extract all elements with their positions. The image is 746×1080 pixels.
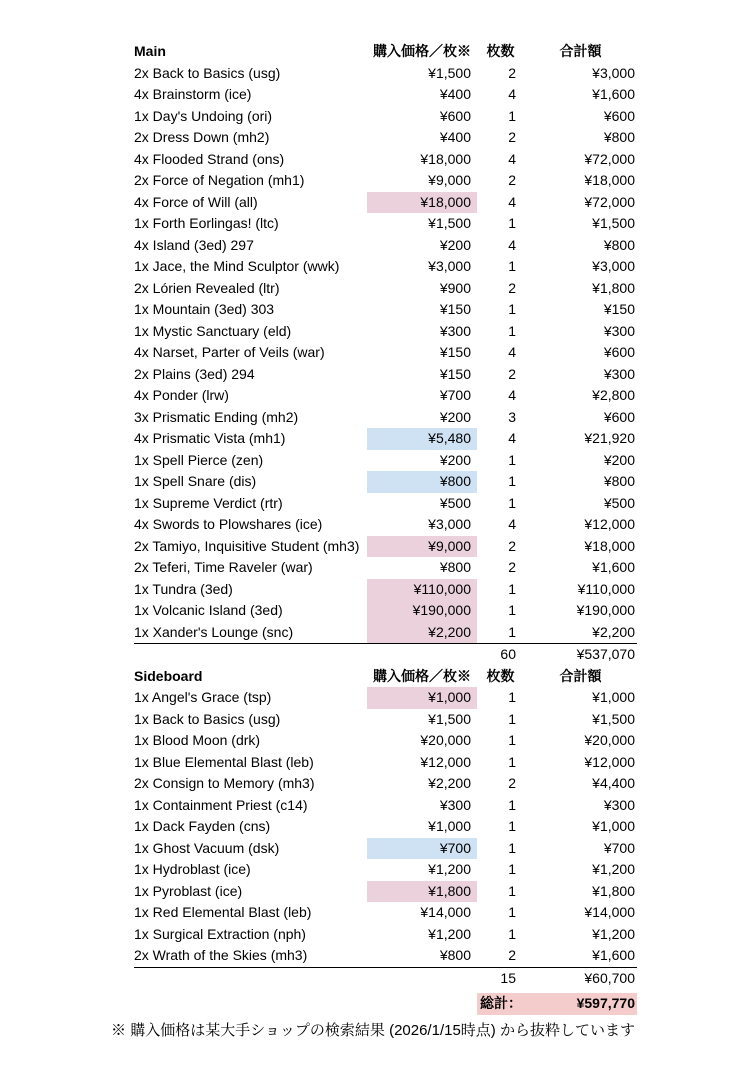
column-header-row [134,41,637,63]
card-name-cell: 2x Consign to Memory (mh3) [134,775,315,791]
card-name-cell: 2x Lórien Revealed (ltr) [134,279,280,296]
table-row [134,622,637,644]
price-cell: ¥1,800 [367,881,477,903]
total-cell: ¥72,000 [584,150,635,167]
qty-cell: 1 [508,623,516,640]
price-source-footnote: ※ 購入価格は某大手ショップの検索結果 (2026/1/15時点) から抜粋しています [111,1022,635,1039]
card-name-cell: 2x Force of Negation (mh1) [134,172,305,188]
total-cell: ¥1,600 [592,86,635,102]
price-cell: ¥1,500 [428,64,471,81]
price-cell: ¥400 [439,129,471,145]
qty-cell: 1 [508,796,516,813]
total-cell: ¥800 [603,236,635,253]
total-cell: ¥18,000 [584,172,635,188]
qty-cell: 4 [508,150,516,167]
table-row [134,514,637,536]
card-name-cell: 4x Island (3ed) 297 [134,236,254,253]
qty-cell: 1 [508,322,516,339]
col-header-price: 購入価格／枚※ [373,667,471,684]
qty-cell: 2 [508,537,516,554]
card-name-cell: 2x Teferi, Time Raveler (war) [134,559,313,575]
table-row [134,84,637,106]
card-name-cell: 1x Spell Snare (dis) [134,473,257,489]
table-row [134,600,637,622]
qty-cell: 1 [508,301,516,317]
table-row [134,579,637,601]
total-cell: ¥1,600 [592,559,635,575]
qty-cell: 1 [508,258,516,274]
col-header-qty: 枚数 [486,667,515,684]
section-title: Main [134,43,166,59]
col-header-qty: 枚数 [486,43,515,59]
table-row [134,924,637,946]
subtotal-row [134,643,637,665]
table-row [134,881,637,903]
qty-cell: 2 [508,559,516,575]
total-cell: ¥1,000 [592,689,635,705]
card-name-cell: 1x Surgical Extraction (nph) [134,925,306,942]
price-cell: ¥150 [439,301,471,317]
price-cell: ¥800 [439,947,471,963]
table-row [134,752,637,774]
table-row [134,63,637,85]
price-cell: ¥9,000 [367,536,477,558]
price-cell: ¥1,500 [428,710,471,727]
qty-cell: 1 [508,602,516,618]
total-cell: ¥500 [603,494,635,511]
total-cell: ¥1,600 [592,947,635,963]
card-name-cell: 1x Volcanic Island (3ed) [134,602,283,618]
price-cell: ¥12,000 [420,753,471,770]
qty-cell: 4 [508,516,516,532]
total-cell: ¥1,200 [592,925,635,942]
qty-cell: 3 [508,408,516,425]
table-row [134,450,637,472]
card-name-cell: 1x Day's Undoing (ori) [134,107,273,124]
table-row [134,945,637,967]
table-row [134,838,637,860]
total-cell: ¥600 [603,344,635,360]
qty-cell: 1 [508,107,516,124]
card-name-cell: 1x Ghost Vacuum (dsk) [134,839,280,856]
total-cell: ¥20,000 [584,732,635,748]
total-cell: ¥700 [603,839,635,856]
card-name-cell: 1x Back to Basics (usg) [134,710,281,727]
table-row [134,557,637,579]
price-cell: ¥500 [439,494,471,511]
subtotal-total: ¥60,700 [584,969,635,986]
price-cell: ¥5,480 [367,428,477,450]
total-cell: ¥600 [603,107,635,124]
qty-cell: 2 [508,947,516,963]
card-name-cell: 1x Mountain (3ed) 303 [134,301,275,317]
total-cell: ¥1,800 [592,279,635,296]
card-name-cell: 1x Mystic Sanctuary (eld) [134,322,292,339]
card-name-cell: 1x Spell Pierce (zen) [134,451,264,468]
total-cell: ¥1,000 [592,818,635,834]
total-cell: ¥1,800 [592,882,635,899]
qty-cell: 1 [508,839,516,856]
card-name-cell: 1x Jace, the Mind Sculptor (wwk) [134,258,340,274]
price-cell: ¥1,000 [428,818,471,834]
table-row [134,278,637,300]
card-name-cell: 4x Force of Will (all) [134,193,258,210]
price-cell: ¥200 [439,236,471,253]
price-cell: ¥110,000 [367,579,477,601]
col-header-total: 合計額 [559,667,602,684]
price-cell: ¥20,000 [420,732,471,748]
table-row [134,299,637,321]
price-cell: ¥3,000 [428,258,471,274]
card-name-cell: 4x Brainstorm (ice) [134,86,252,102]
total-cell: ¥21,920 [584,430,635,446]
price-cell: ¥700 [439,387,471,403]
card-name-cell: 2x Wrath of the Skies (mh3) [134,947,308,963]
total-cell: ¥190,000 [576,602,635,618]
card-name-cell: 1x Blood Moon (drk) [134,732,261,748]
total-cell: ¥1,500 [592,215,635,231]
qty-cell: 1 [508,710,516,727]
card-name-cell: 3x Prismatic Ending (mh2) [134,408,299,425]
price-cell: ¥400 [439,86,471,102]
qty-cell: 4 [508,193,516,210]
qty-cell: 4 [508,430,516,446]
column-header-row [134,666,637,688]
price-cell: ¥1,500 [428,215,471,231]
table-row [134,364,637,386]
total-cell: ¥800 [603,129,635,145]
qty-cell: 1 [508,580,516,597]
table-row [134,256,637,278]
section-title: Sideboard [134,667,203,684]
col-header-total: 合計額 [559,43,602,59]
card-name-cell: 4x Narset, Parter of Veils (war) [134,344,325,360]
card-name-cell: 1x Containment Priest (c14) [134,796,308,813]
price-cell: ¥190,000 [367,600,477,622]
qty-cell: 2 [508,64,516,81]
price-cell: ¥1,200 [428,861,471,877]
card-name-cell: 2x Tamiyo, Inquisitive Student (mh3) [134,537,360,554]
price-cell: ¥300 [439,796,471,813]
qty-cell: 4 [508,387,516,403]
qty-cell: 1 [508,904,516,920]
total-cell: ¥200 [603,451,635,468]
total-cell: ¥300 [603,322,635,339]
table-row [134,816,637,838]
qty-cell: 2 [508,172,516,188]
card-name-cell: 1x Tundra (3ed) [134,580,233,597]
card-name-cell: 4x Swords to Plowshares (ice) [134,516,323,532]
qty-cell: 2 [508,775,516,791]
subtotal-row [134,967,637,989]
total-cell: ¥3,000 [592,258,635,274]
qty-cell: 2 [508,365,516,382]
table-row [134,428,637,450]
price-cell: ¥1,200 [428,925,471,942]
price-cell: ¥1,000 [367,687,477,709]
subtotal-qty: 60 [500,646,516,662]
table-row [134,536,637,558]
price-cell: ¥700 [367,838,477,860]
card-name-cell: 1x Forth Eorlingas! (ltc) [134,215,279,231]
qty-cell: 1 [508,494,516,511]
price-cell: ¥18,000 [420,150,471,167]
subtotal-total: ¥537,070 [576,646,635,662]
total-cell: ¥3,000 [592,64,635,81]
price-cell: ¥9,000 [428,172,471,188]
card-name-cell: 1x Angel's Grace (tsp) [134,689,272,705]
price-cell: ¥2,200 [428,775,471,791]
qty-cell: 1 [508,753,516,770]
qty-cell: 4 [508,86,516,102]
section-main [134,41,637,665]
price-cell: ¥18,000 [367,192,477,214]
table-row [134,687,637,709]
table-row [134,773,637,795]
total-cell: ¥110,000 [577,580,635,597]
qty-cell: 4 [508,236,516,253]
qty-cell: 2 [508,279,516,296]
card-name-cell: 1x Blue Elemental Blast (leb) [134,753,314,770]
table-row [134,859,637,881]
table-row [134,342,637,364]
subtotal-qty: 15 [500,969,516,986]
table-row [134,730,637,752]
price-cell: ¥600 [439,107,471,124]
grand-total-row [134,993,637,1015]
table-row [134,192,637,214]
price-cell: ¥3,000 [428,516,471,532]
table-row [134,795,637,817]
total-cell: ¥1,500 [592,710,635,727]
card-name-cell: 1x Supreme Verdict (rtr) [134,494,283,511]
qty-cell: 1 [508,451,516,468]
total-cell: ¥1,200 [592,861,635,877]
total-cell: ¥4,400 [592,775,635,791]
price-cell: ¥2,200 [367,622,477,644]
price-cell: ¥800 [439,559,471,575]
table-row [134,385,637,407]
table-row [134,170,637,192]
total-cell: ¥12,000 [584,516,635,532]
table-row [134,902,637,924]
table-row [134,407,637,429]
total-cell: ¥72,000 [584,193,635,210]
qty-cell: 1 [508,215,516,231]
table-row [134,149,637,171]
price-cell: ¥150 [439,365,471,382]
qty-cell: 1 [508,473,516,489]
table-row [134,493,637,515]
deck-price-table [134,41,637,1015]
qty-cell: 1 [508,732,516,748]
card-name-cell: 2x Dress Down (mh2) [134,129,270,145]
total-cell: ¥150 [603,301,635,317]
price-cell: ¥200 [439,408,471,425]
qty-cell: 1 [508,818,516,834]
card-name-cell: 1x Dack Fayden (cns) [134,818,271,834]
grand-total-label: 総計： [477,993,524,1015]
card-name-cell: 4x Flooded Strand (ons) [134,150,285,167]
card-name-cell: 1x Pyroblast (ice) [134,882,243,899]
table-row [134,235,637,257]
total-cell: ¥800 [603,473,635,489]
total-cell: ¥300 [603,365,635,382]
total-cell: ¥18,000 [584,537,635,554]
qty-cell: 1 [508,861,516,877]
total-cell: ¥12,000 [584,753,635,770]
price-cell: ¥800 [367,471,477,493]
table-row [134,321,637,343]
card-name-cell: 2x Plains (3ed) 294 [134,365,255,382]
price-cell: ¥300 [439,322,471,339]
price-cell: ¥900 [439,279,471,296]
card-name-cell: 4x Ponder (lrw) [134,387,229,403]
total-cell: ¥300 [603,796,635,813]
total-cell: ¥2,200 [592,623,635,640]
table-row [134,709,637,731]
total-cell: ¥2,800 [592,387,635,403]
col-header-price: 購入価格／枚※ [373,43,471,59]
price-cell: ¥200 [439,451,471,468]
card-name-cell: 1x Red Elemental Blast (leb) [134,904,312,920]
card-name-cell: 1x Hydroblast (ice) [134,861,251,877]
qty-cell: 1 [508,689,516,705]
price-cell: ¥14,000 [420,904,471,920]
card-name-cell: 2x Back to Basics (usg) [134,64,281,81]
table-row [134,106,637,128]
table-row [134,471,637,493]
card-name-cell: 4x Prismatic Vista (mh1) [134,430,286,446]
table-row [134,213,637,235]
grand-total-value: ¥597,770 [524,993,637,1015]
qty-cell: 1 [508,925,516,942]
qty-cell: 1 [508,882,516,899]
qty-cell: 4 [508,344,516,360]
total-cell: ¥600 [603,408,635,425]
total-cell: ¥14,000 [584,904,635,920]
price-cell: ¥150 [439,344,471,360]
card-name-cell: 1x Xander's Lounge (snc) [134,623,294,640]
table-row [134,127,637,149]
qty-cell: 2 [508,129,516,145]
section-sideboard [134,666,637,989]
